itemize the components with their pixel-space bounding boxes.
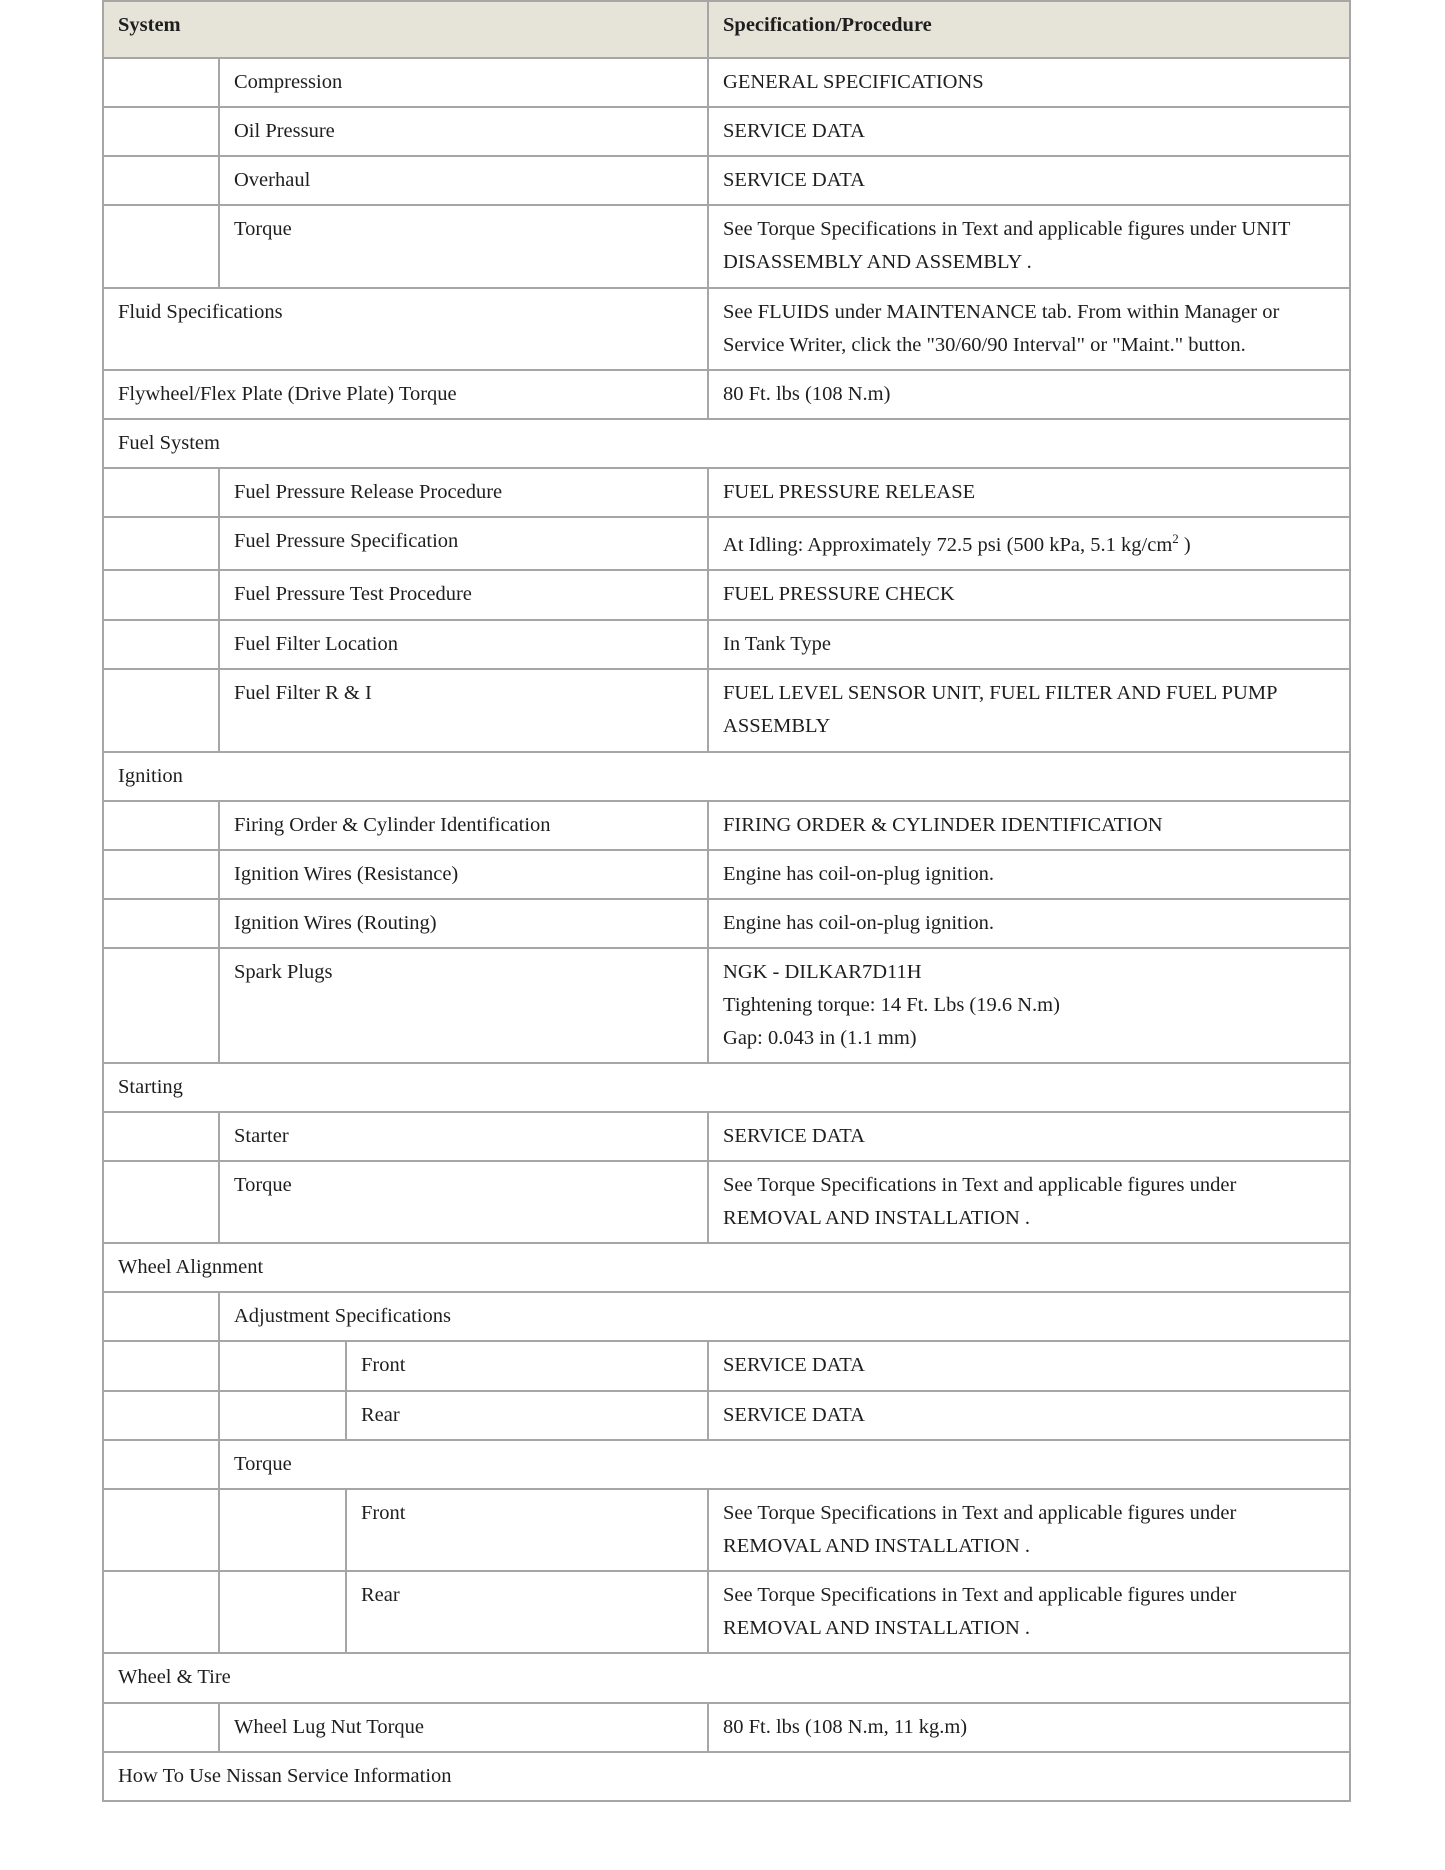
table-row bbox=[103, 570, 1350, 620]
table-row bbox=[103, 1112, 1350, 1161]
table-row bbox=[103, 850, 1350, 899]
row-value: FUEL LEVEL SENSOR UNIT, FUEL FILTER AND FUEL PUMP ASSEMBLY bbox=[708, 669, 1350, 752]
indent-cell bbox=[103, 669, 219, 752]
spark-plug-torque: Tightening torque: 14 Ft. Lbs (19.6 N.m) bbox=[723, 994, 1060, 1016]
row-value: See Torque Specifications in Text and applicable figures under REMOVAL AND INSTALLATION . bbox=[708, 1571, 1350, 1653]
indent-cell bbox=[103, 899, 219, 948]
indent-cell bbox=[103, 620, 219, 669]
table-row bbox=[103, 156, 1350, 205]
row-value: See FLUIDS under MAINTENANCE tab. From within Manager or Service Writer, click the "30/60/90 Interval" or "Maint." button. bbox=[708, 288, 1350, 370]
table-row bbox=[103, 517, 1350, 570]
section-row bbox=[103, 419, 1350, 468]
spark-plug-gap: Gap: 0.043 in (1.1 mm) bbox=[723, 1027, 917, 1049]
specifications-table bbox=[102, 0, 1351, 1802]
section-row bbox=[103, 752, 1350, 801]
indent-cell bbox=[219, 1391, 346, 1440]
row-label: Fuel Pressure Release Procedure bbox=[219, 468, 708, 517]
row-label: Fuel Pressure Test Procedure bbox=[219, 570, 708, 620]
indent-cell bbox=[103, 468, 219, 517]
row-value: FUEL PRESSURE CHECK bbox=[708, 570, 1350, 620]
section-title: How To Use Nissan Service Information bbox=[103, 1752, 1350, 1801]
row-label: Ignition Wires (Routing) bbox=[219, 899, 708, 948]
subsection-title: Adjustment Specifications bbox=[219, 1292, 1350, 1341]
table-row bbox=[103, 205, 1350, 288]
row-value: See Torque Specifications in Text and applicable figures under REMOVAL AND INSTALLATION . bbox=[708, 1161, 1350, 1243]
section-row bbox=[103, 1752, 1350, 1801]
row-label: Fuel Filter Location bbox=[219, 620, 708, 669]
row-label: Wheel Lug Nut Torque bbox=[219, 1703, 708, 1752]
fuel-spec-text-end: ) bbox=[1178, 534, 1191, 556]
indent-cell bbox=[103, 517, 219, 570]
row-label: Torque bbox=[219, 1161, 708, 1243]
row-value: Engine has coil-on-plug ignition. bbox=[708, 899, 1350, 948]
row-label: Starter bbox=[219, 1112, 708, 1161]
section-title: Wheel Alignment bbox=[103, 1243, 1350, 1292]
row-label: Fuel Filter R & I bbox=[219, 669, 708, 752]
subsection-row bbox=[103, 1292, 1350, 1341]
row-label: Flywheel/Flex Plate (Drive Plate) Torque bbox=[103, 370, 708, 419]
row-label: Torque bbox=[219, 205, 708, 288]
table-row bbox=[103, 468, 1350, 517]
row-label: Front bbox=[346, 1489, 708, 1571]
row-label: Spark Plugs bbox=[219, 948, 708, 1063]
section-row bbox=[103, 1063, 1350, 1112]
row-value bbox=[708, 517, 1350, 570]
row-value: SERVICE DATA bbox=[708, 1112, 1350, 1161]
indent-cell bbox=[103, 570, 219, 620]
table-row bbox=[103, 1391, 1350, 1440]
indent-cell bbox=[103, 1440, 219, 1489]
indent-cell bbox=[103, 801, 219, 850]
row-value: SERVICE DATA bbox=[708, 1341, 1350, 1391]
indent-cell bbox=[103, 205, 219, 288]
section-row bbox=[103, 1243, 1350, 1292]
indent-cell bbox=[103, 1571, 219, 1653]
row-label: Compression bbox=[219, 58, 708, 107]
row-value: See Torque Specifications in Text and applicable figures under UNIT DISASSEMBLY AND ASSEMBLY . bbox=[708, 205, 1350, 288]
table-row bbox=[103, 620, 1350, 669]
indent-cell bbox=[219, 1571, 346, 1653]
section-title: Wheel & Tire bbox=[103, 1653, 1350, 1703]
indent-cell bbox=[103, 850, 219, 899]
row-value: GENERAL SPECIFICATIONS bbox=[708, 58, 1350, 107]
row-value: 80 Ft. lbs (108 N.m) bbox=[708, 370, 1350, 419]
indent-cell bbox=[103, 948, 219, 1063]
row-label: Ignition Wires (Resistance) bbox=[219, 850, 708, 899]
row-label: Oil Pressure bbox=[219, 107, 708, 156]
row-label: Firing Order & Cylinder Identification bbox=[219, 801, 708, 850]
subsection-row bbox=[103, 1440, 1350, 1489]
indent-cell bbox=[103, 1703, 219, 1752]
row-value: 80 Ft. lbs (108 N.m, 11 kg.m) bbox=[708, 1703, 1350, 1752]
row-value: SERVICE DATA bbox=[708, 1391, 1350, 1440]
section-title: Starting bbox=[103, 1063, 1350, 1112]
table-row bbox=[103, 1703, 1350, 1752]
table-row bbox=[103, 801, 1350, 850]
indent-cell bbox=[103, 156, 219, 205]
spark-plug-part: NGK - DILKAR7D11H bbox=[723, 961, 922, 983]
subsection-title: Torque bbox=[219, 1440, 1350, 1489]
indent-cell bbox=[219, 1341, 346, 1391]
indent-cell bbox=[103, 1391, 219, 1440]
fuel-spec-text: At Idling: Approximately 72.5 psi (500 kPa, 5.1 kg/cm bbox=[723, 534, 1173, 556]
row-value: SERVICE DATA bbox=[708, 156, 1350, 205]
table-row bbox=[103, 288, 1350, 370]
indent-cell bbox=[103, 107, 219, 156]
indent-cell bbox=[103, 58, 219, 107]
table-row bbox=[103, 1489, 1350, 1571]
header-row bbox=[103, 1, 1350, 58]
indent-cell bbox=[103, 1341, 219, 1391]
row-label: Fuel Pressure Specification bbox=[219, 517, 708, 570]
row-label: Rear bbox=[346, 1391, 708, 1440]
table-row bbox=[103, 370, 1350, 419]
superscript: 2 bbox=[1172, 531, 1179, 546]
row-label: Fluid Specifications bbox=[103, 288, 708, 370]
table-row bbox=[103, 58, 1350, 107]
row-label: Overhaul bbox=[219, 156, 708, 205]
indent-cell bbox=[219, 1489, 346, 1571]
table-row bbox=[103, 1341, 1350, 1391]
header-system: System bbox=[103, 1, 708, 58]
indent-cell bbox=[103, 1112, 219, 1161]
row-value: FUEL PRESSURE RELEASE bbox=[708, 468, 1350, 517]
row-value: In Tank Type bbox=[708, 620, 1350, 669]
table-row bbox=[103, 107, 1350, 156]
table-row bbox=[103, 669, 1350, 752]
row-label: Rear bbox=[346, 1571, 708, 1653]
section-row bbox=[103, 1653, 1350, 1703]
row-value bbox=[708, 948, 1350, 1063]
row-value: FIRING ORDER & CYLINDER IDENTIFICATION bbox=[708, 801, 1350, 850]
row-value: See Torque Specifications in Text and applicable figures under REMOVAL AND INSTALLATION . bbox=[708, 1489, 1350, 1571]
indent-cell bbox=[103, 1489, 219, 1571]
section-title: Fuel System bbox=[103, 419, 1350, 468]
row-value: Engine has coil-on-plug ignition. bbox=[708, 850, 1350, 899]
indent-cell bbox=[103, 1292, 219, 1341]
table-row bbox=[103, 899, 1350, 948]
table-row bbox=[103, 1571, 1350, 1653]
section-title: Ignition bbox=[103, 752, 1350, 801]
header-specification: Specification/Procedure bbox=[708, 1, 1350, 58]
row-value: SERVICE DATA bbox=[708, 107, 1350, 156]
indent-cell bbox=[103, 1161, 219, 1243]
table-row bbox=[103, 1161, 1350, 1243]
row-label: Front bbox=[346, 1341, 708, 1391]
table-row bbox=[103, 948, 1350, 1063]
